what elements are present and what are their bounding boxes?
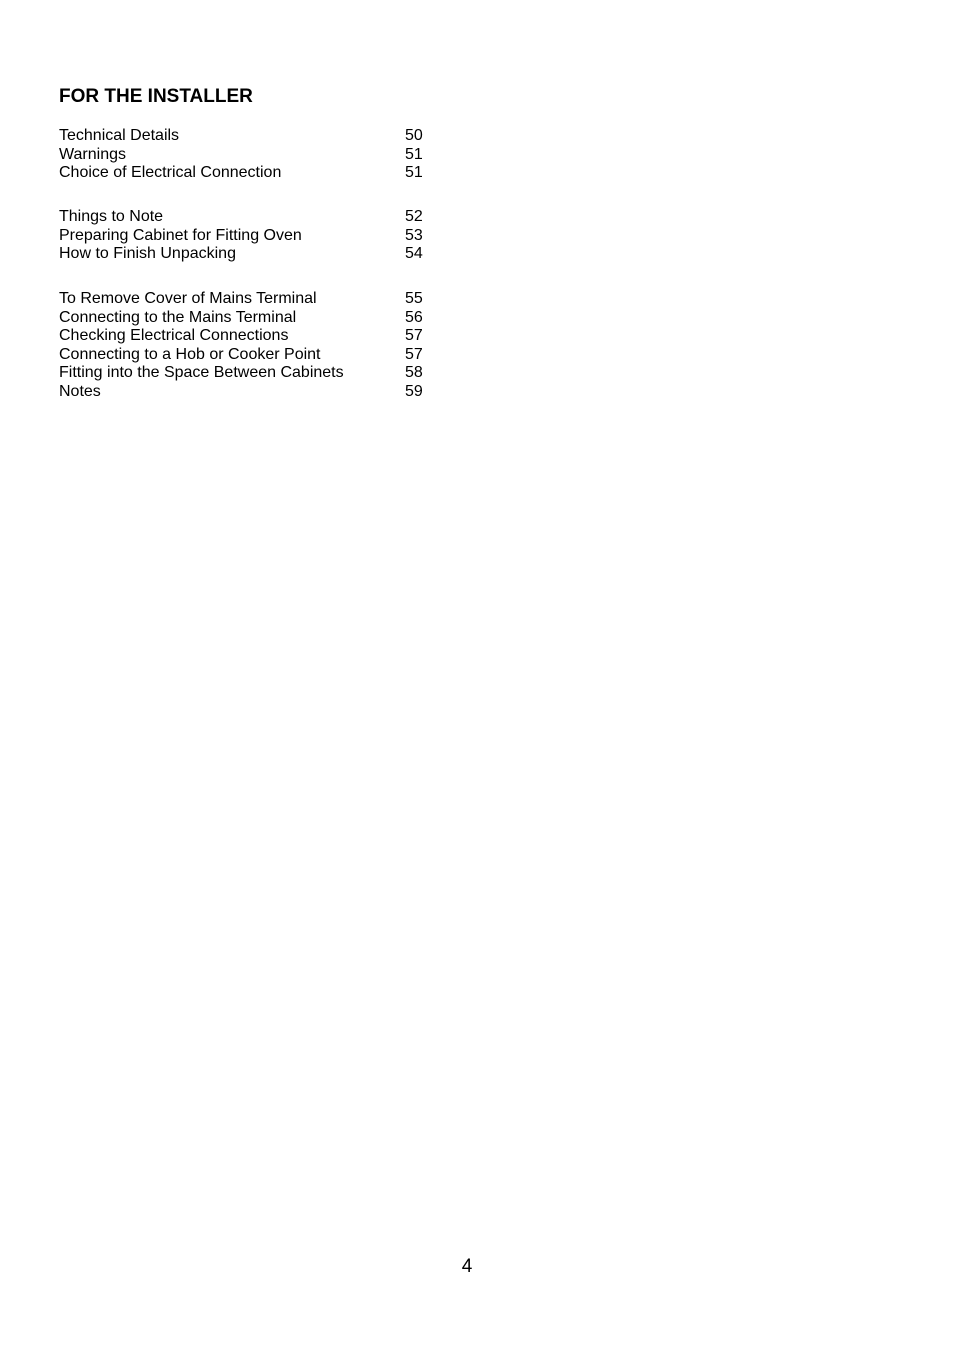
toc-entry-page: 51 — [405, 145, 423, 163]
toc-entry-page: 57 — [405, 345, 423, 363]
toc-entry[interactable] — [59, 227, 439, 246]
toc-entry-title: How to Finish Unpacking — [59, 245, 236, 262]
toc-entry[interactable] — [59, 346, 439, 365]
toc-group-preparation — [59, 208, 439, 264]
toc-entry-page: 56 — [405, 308, 423, 326]
toc-entry[interactable] — [59, 327, 439, 346]
toc-entry[interactable] — [59, 146, 439, 165]
toc-entry-title: Notes — [59, 382, 101, 400]
toc-entry-title: Checking Electrical Connections — [59, 327, 289, 344]
toc-entry-page: 51 — [405, 164, 423, 181]
toc-entry-title: Connecting to a Hob or Cooker Point — [59, 345, 321, 363]
toc-entry-page: 57 — [405, 327, 423, 344]
page-title: FOR THE INSTALLER — [59, 86, 253, 107]
toc-entry-page: 58 — [405, 364, 423, 381]
toc-entry-page: 54 — [405, 245, 423, 262]
toc-entry[interactable] — [59, 127, 439, 146]
toc-entry-title: Warnings — [59, 145, 126, 163]
toc-entry-title: To Remove Cover of Mains Terminal — [59, 290, 317, 307]
toc-entry-title: Things to Note — [59, 208, 164, 225]
toc-group-technical — [59, 127, 439, 183]
toc-entry[interactable] — [59, 164, 439, 183]
page-number: 4 — [461, 1256, 473, 1277]
toc-entry-page: 55 — [405, 290, 423, 307]
toc-entry-title: Choice of Electrical Connection — [59, 164, 282, 181]
toc-entry-title: Fitting into the Space Between Cabinets — [59, 364, 344, 381]
toc-group-connection — [59, 290, 439, 401]
toc-entry[interactable] — [59, 364, 439, 383]
toc-entry-title: Connecting to the Mains Terminal — [59, 308, 297, 326]
toc-entry-page: 59 — [405, 382, 423, 400]
toc-entry-page: 52 — [405, 208, 423, 225]
toc-entry[interactable] — [59, 309, 439, 328]
toc-entry[interactable] — [59, 208, 439, 227]
toc-entry[interactable] — [59, 383, 439, 402]
toc-entry[interactable] — [59, 290, 439, 309]
toc-entry-title: Technical Details — [59, 127, 180, 144]
toc-entry-page: 50 — [405, 127, 423, 144]
toc-entry-title: Preparing Cabinet for Fitting Oven — [59, 226, 302, 244]
toc-entry-page: 53 — [405, 226, 423, 244]
toc-entry[interactable] — [59, 245, 439, 264]
page-number-footer — [0, 1256, 954, 1278]
